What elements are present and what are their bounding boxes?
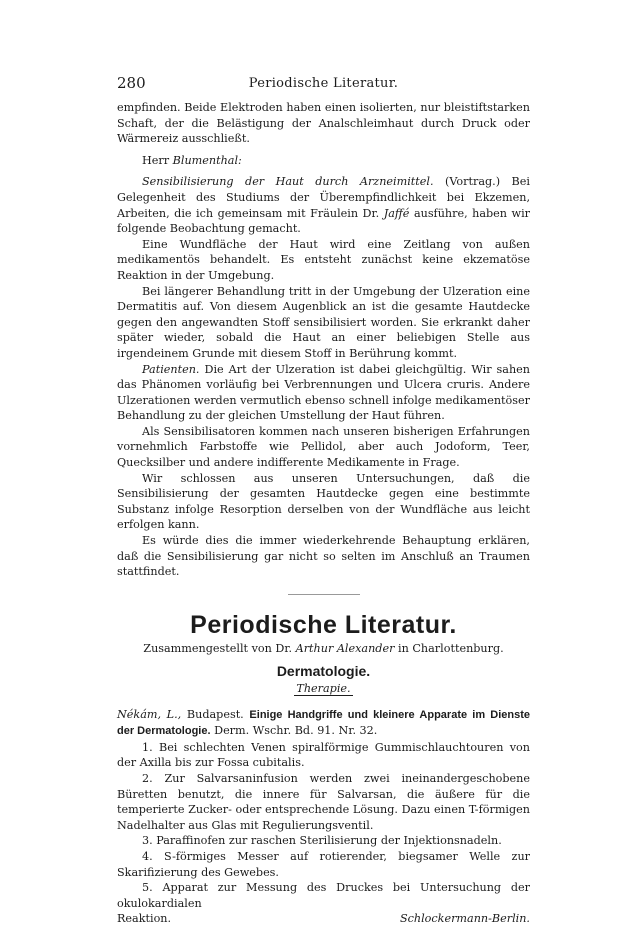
list-item: 3. Paraffinofen zur raschen Sterilisierung der Injektionsnadeln.	[142, 834, 502, 848]
paragraph-5: Als Sensibilisatoren kommen nach unseren bisherigen Erfahrungen vornehmlich Farbstoffe wie Pellidol, aber auch Jodoform, Teer, Quecksilber und andere indifferente Medikamente in Frage.	[117, 424, 530, 470]
bibliography-entry	[117, 707, 530, 740]
entry-title: Einige Handgriffe und kleinere Apparate im Dienste der Dermatologie.	[117, 708, 530, 738]
paragraph-4	[117, 362, 530, 424]
paragraph-2: Eine Wundfläche der Haut wird eine Zeitlang von außen medikamentös behandelt. Es entsteht zunächst keine ekzematöse Reaktion in der Umgebung.	[117, 237, 530, 282]
paragraph-7: Es würde dies die immer wiederkehrende Behauptung erklären, daß die Sensibilisierung gar nicht so selten im Anschluß an Traumen stattfindet.	[117, 534, 530, 579]
section-divider	[288, 594, 360, 595]
speaker-prefix: Herr	[142, 153, 170, 167]
page-number: 280	[117, 74, 146, 92]
talk-text: (Vortrag.) Bei Gelegenheit des Studiums der Überempfindlichkeit bei Ekzemen, Arbeiten, die ich gemeinsam mit Fräulein Dr.	[117, 175, 530, 220]
section-title: Periodische Literatur.	[190, 610, 457, 639]
reviewer-signature: Schlockermann-Berlin.	[399, 912, 530, 926]
paragraph-4-lead: Patienten.	[142, 362, 200, 376]
closing-line	[117, 911, 530, 927]
list-item: 2. Zur Salvarsaninfusion werden zwei ineinandergeschobene Büretten benutzt, die innere für Salvarsan, die äußere für die temperierte Zucker- oder entsprechende Lösung. Dazu einen T-förmigen Nadelhalter aus Glas mit Regulierungsventil.	[117, 771, 530, 832]
compiled-post: in Charlottenburg.	[398, 641, 504, 655]
list-item: 1. Bei schlechten Venen spiralförmige Gummischlauchtouren von der Axilla bis zur Fossa cubitalis.	[117, 740, 530, 770]
list-item-5-end: Reaktion.	[117, 912, 172, 926]
paragraph-4-text: Die Art der Ulzeration ist dabei gleichgültig. Wir sahen das Phänomen vorläufig bei Verbrennungen und Ulcera cruris. Andere Ulzerationen werden vermutlich ebenso schnell infolge medikamentöser Behandlung zu der gleichen Umstellung der Haut führen.	[117, 362, 530, 423]
compiler-name: Arthur Alexander	[295, 641, 395, 655]
compiled-pre: Zusammengestellt von Dr.	[143, 641, 293, 655]
list-item: 4. S-förmiges Messer auf rotierender, biegsamer Welle zur Skarifizierung des Gewebes.	[117, 849, 530, 879]
subsubsection-label: Therapie.	[296, 682, 351, 695]
coauthor-name: Jaffé	[383, 206, 410, 220]
talk-title: Sensibilisierung der Haut durch Arzneimittel.	[142, 175, 434, 189]
entry-place: Budapest.	[186, 707, 244, 721]
speaker-line	[117, 153, 530, 169]
running-head: Periodische Literatur.	[248, 76, 399, 91]
talk-paragraph	[117, 174, 530, 236]
compiled-by-line	[117, 641, 530, 657]
list-item-5: 5. Apparat zur Messung des Druckes bei Untersuchung der okulokardialen	[117, 881, 530, 910]
entry-author: Nékám, L.,	[117, 707, 182, 721]
entry-source: Derm. Wschr. Bd. 91. Nr. 32.	[214, 724, 378, 738]
paragraph-6: Wir schlossen aus unseren Untersuchungen, daß die Sensibilisierung der gesamten Hautdecke gegen eine bestimmte Substanz infolge Resorption derselben von der Wundfläche aus leicht erfolgen kann.	[117, 471, 530, 532]
item-list	[117, 740, 530, 927]
continuation-paragraph: empfinden. Beide Elektroden haben einen isolierten, nur bleistiftstarken Schaft, der die Belästigung der Analschleimhaut durch Druck oder Wärmereiz ausschließt.	[117, 101, 530, 146]
paragraph-3: Bei längerer Behandlung tritt in der Umgebung der Ulzeration eine Dermatitis auf. Von diesem Augenblick an ist die gesamte Hautdecke gegen den angewandten Stoff sensibilisiert worden. Sie erkrankt daher später wieder, sobald die Haut an einer beliebigen Stelle aus irgendeinem Grunde mit diesem Stoff in Berührung kommt.	[117, 284, 530, 360]
page-header	[117, 74, 530, 96]
subsection-heading: Dermatologie.	[276, 663, 371, 680]
speaker-name: Blumenthal:	[172, 153, 242, 167]
page-body	[117, 100, 530, 927]
subsubsection-heading	[117, 681, 530, 697]
talk-text-end: ausführe, haben wir folgende Beobachtung gemacht.	[117, 206, 531, 236]
